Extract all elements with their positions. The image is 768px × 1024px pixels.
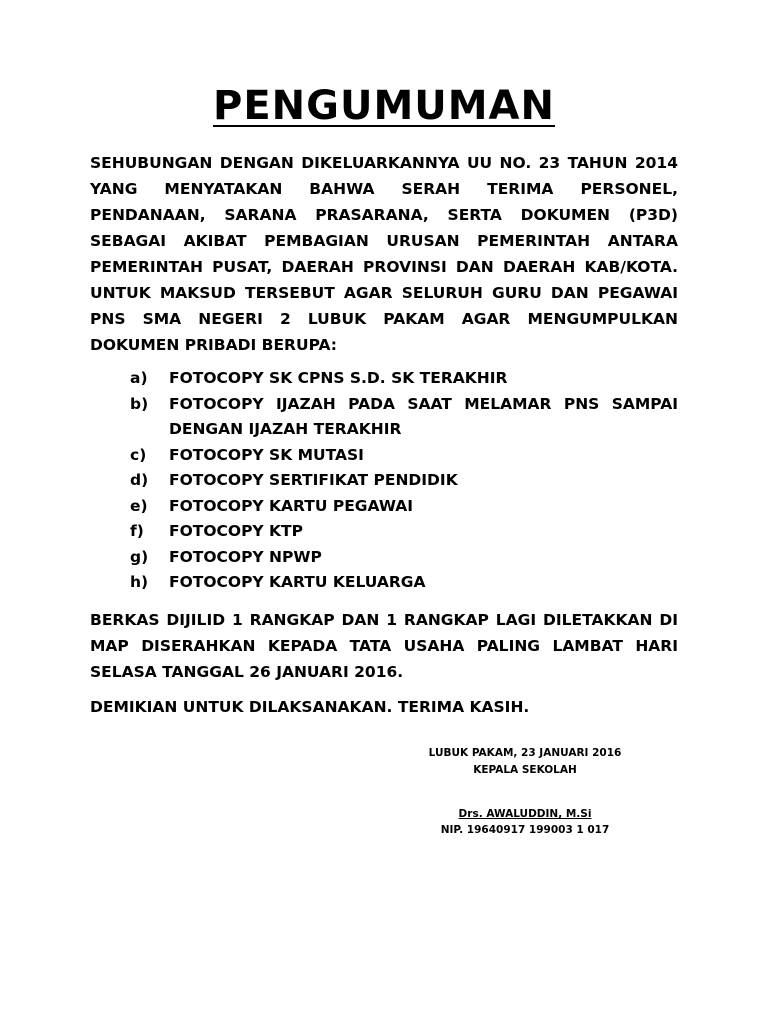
document-title: PENGUMUMAN (213, 83, 555, 129)
list-item-marker: a) (130, 369, 148, 387)
list-item (130, 443, 678, 469)
list-item-marker: d) (130, 471, 149, 489)
list-item-marker: h) (130, 573, 149, 591)
required-documents-list (130, 366, 678, 596)
list-item-text: FOTOCOPY IJAZAH PADA SAAT MELAMAR PNS SAMPAI DENGAN IJAZAH TERAKHIR (169, 394, 678, 438)
list-item (130, 570, 678, 596)
list-item (130, 392, 678, 443)
list-item-text: FOTOCOPY KARTU KELUARGA (169, 573, 426, 591)
submission-paragraph: BERKAS DIJILID 1 RANGKAP DAN 1 RANGKAP LAGI DILETAKKAN DI MAP DISERAHKAN KEPADA TATA USAHA PALING LAMBAT HARI SELASA TANGGAL 26 JANUARI 2016. (90, 611, 678, 681)
list-item-text: FOTOCOPY KTP (169, 522, 303, 540)
list-item-marker: f) (130, 522, 144, 540)
list-item-text: FOTOCOPY SK CPNS S.D. SK TERAKHIR (169, 369, 508, 387)
signature-role: KEPALA SEKOLAH (473, 764, 577, 776)
list-item (130, 366, 678, 392)
closing-paragraph: DEMIKIAN UNTUK DILAKSANAKAN. TERIMA KASIH. (90, 698, 530, 716)
list-item-marker: b) (130, 394, 149, 413)
list-item-marker: g) (130, 547, 149, 566)
signatory-nip: NIP. 19640917 199003 1 017 (440, 824, 610, 836)
list-item-text: FOTOCOPY NPWP (169, 547, 322, 566)
list-item (130, 468, 678, 494)
list-item (130, 494, 678, 520)
signature-place-date: LUBUK PAKAM, 23 JANUARI 2016 (428, 747, 622, 759)
list-item-text: FOTOCOPY KARTU PEGAWAI (169, 496, 413, 515)
list-item-marker: c) (130, 445, 147, 464)
list-item-text: FOTOCOPY SERTIFIKAT PENDIDIK (169, 471, 458, 489)
intro-paragraph: SEHUBUNGAN DENGAN DIKELUARKANNYA UU NO. 23 TAHUN 2014 YANG MENYATAKAN BAHWA SERAH TERIMA PERSONEL, PENDANAAN, SARANA PRASARANA, SERTA DOKUMEN (P3D) SEBAGAI AKIBAT PEMBAGIAN URUSAN PEMERINTAH ANTARA PEMERINTAH PUSAT, DAERAH PROVINSI DAN DAERAH KAB/KOTA. UNTUK MAKSUD TERSEBUT AGAR SELURUH GURU DAN PEGAWAI PNS SMA NEGERI 2 LUBUK PAKAM AGAR MENGUMPULKAN DOKUMEN PRIBADI BERUPA: (90, 154, 678, 354)
list-item-marker: e) (130, 496, 148, 515)
signatory-name: Drs. AWALUDDIN, M.Si (458, 808, 592, 820)
list-item (130, 519, 678, 545)
list-item-text: FOTOCOPY SK MUTASI (169, 445, 364, 464)
list-item (130, 545, 678, 571)
